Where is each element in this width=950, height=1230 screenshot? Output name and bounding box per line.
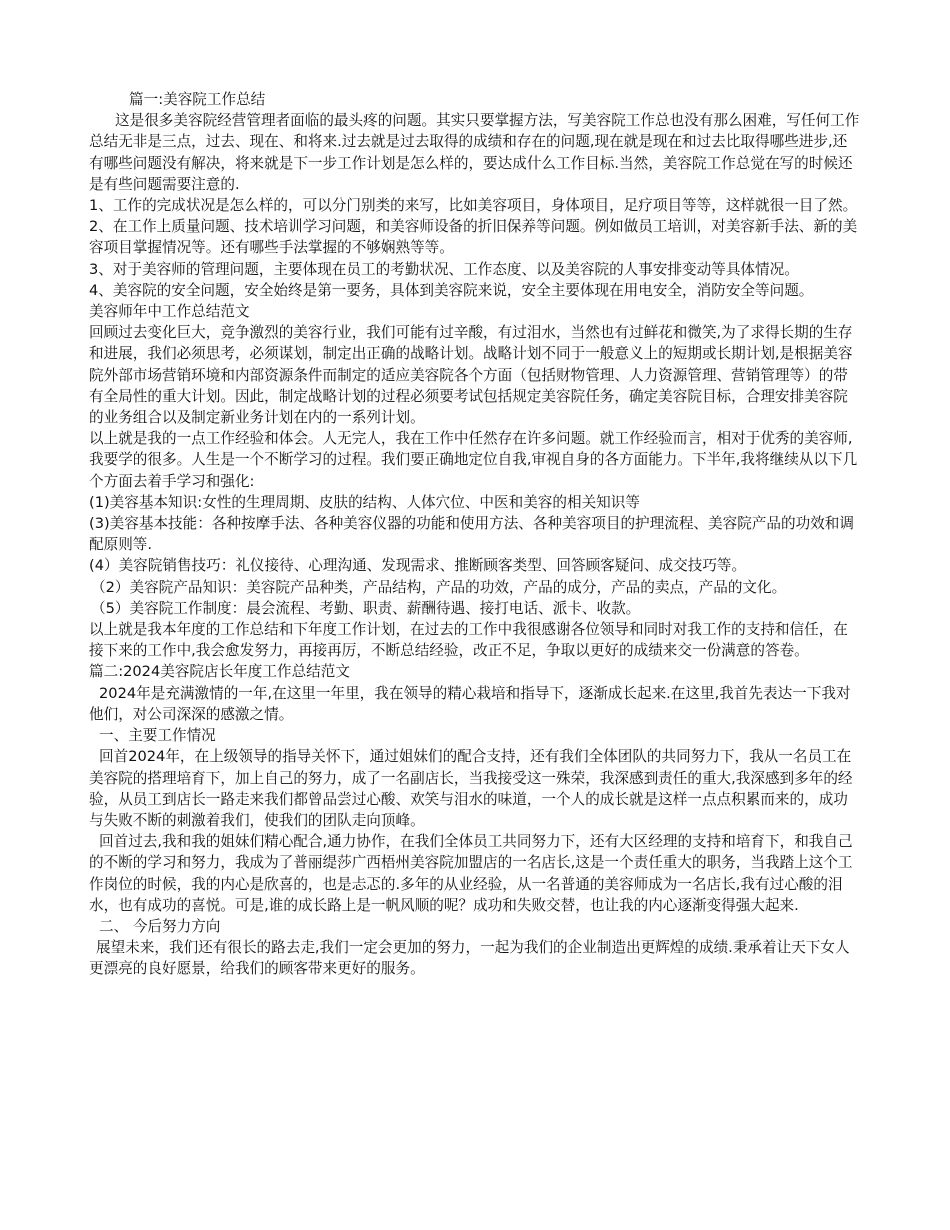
- list-item-3: 3、对于美容师的管理问题，主要体现在员工的考勤状况、工作态度、以及美容院的人事安排变动等具体情况。: [89, 260, 799, 278]
- summary-paragraph: 以上就是我本年度的工作总结和下年度工作计划，在过去的工作中我很感谢各位领导和同时对我工作的支持和信任，在接下来的工作中,我会愈发努力，再接再厉，不断总结经验，改正不足，争取以更好的成绩来交一份满意的答卷。: [89, 621, 848, 660]
- list-item-4: 4、美容院的安全问题，安全始终是第一要务，具体到美容院来说，安全主要体现在用电安全，消防安全等问题。: [89, 281, 814, 299]
- document-page: [89, 89, 861, 980]
- study-item-5: （5）美容院工作制度：晨会流程、考勤、职责、薪酬待遇、接打电话、派卡、收款。: [91, 599, 641, 617]
- study-item-3: (3)美容基本技能：各种按摩手法、各种美容仪器的功能和使用方法、各种美容项目的护理流程、美容院产品的功效和调配原则等.: [89, 515, 854, 554]
- experience-paragraph: 以上就是我的一点工作经验和体会。人无完人，我在工作中任然存在许多问题。就工作经验而言，相对于优秀的美容师,我要学的很多。人生是一个不断学习的过程。我们要正确地定位自我,审视自身的各方面能力。下半年,我将继续从以下几个方面去着手学习和强化:: [89, 430, 858, 490]
- subheading-midyear-summary: 美容师年中工作总结范文: [89, 303, 250, 321]
- review-paragraph-1: 回首2024年，在上级领导的指导关怀下，通过姐妹们的配合支持，还有我们全体团队的共同努力下，我从一名员工在美容院的搭理培育下，加上自己的努力，成了一名副店长，当我接受这一殊荣，我深感到责任的重大,我深感到多年的经验，从员工到店长一路走来我们都曾品尝过心酸、欢笑与泪水的味道，一个人的成长就是这样一点点积累而来的，成功与失败不断的刺激着我们，使我们的团队走向顶峰。: [89, 748, 853, 829]
- list-item-2: 2、在工作上质量问题、技术培训学习问题，和美容师设备的折旧保养等问题。例如做员工培训，对美容新手法、新的美容项目掌握情况等。还有哪些手法掌握的不够娴熟等等。: [89, 218, 858, 257]
- review-paragraph-2: 回首过去,我和我的姐妹们精心配合,通力协作，在我们全体员工共同努力下，还有大区经理的支持和培育下，和我自己的不断的学习和努力，我成为了普丽缇莎广西梧州美容院加盟店的一名店长,这是一个责任重大的职务，当我踏上这个工作岗位的时候，我的内心是欣喜的，也是忐忑的.多年的从业经验，从一名普通的美容师成为一名店长,我有过心酸的泪水，也有成功的喜悦。可是,谁的成长路上是一帆风顺的呢？成功和失败交替，也让我的内心逐渐变得强大起来.: [89, 833, 853, 914]
- heading-main-work: 一、主要工作情况: [99, 727, 216, 745]
- heading-future-direction: 二、 今后努力方向: [99, 917, 221, 935]
- study-item-1: (1)美容基本知识:女性的生理周期、皮肤的结构、人体穴位、中医和美容的相关知识等: [89, 493, 640, 511]
- intro-paragraph: 这是很多美容院经营管理者面临的最头疼的问题。其实只要掌握方法，写美容院工作总也没有那么困难，写任何工作总结无非是三点，过去、现在、和将来.过去就是过去取得的成绩和存在的问题,现在就是现在和过去比取得哪些进步,还有哪些问题没有解决，将来就是下一步工作计划是怎么样的，要达成什么工作目标.当然，美容院工作总觉在写的时候还是有些问题需要注意的.: [89, 112, 860, 193]
- section-title-two: 篇二:2024美容院店长年度工作总结范文: [89, 663, 350, 681]
- study-item-4: (4）美容院销售技巧：礼仪接待、心理沟通、发现需求、推断顾客类型、回答顾客疑问、成交技巧等。: [89, 557, 747, 575]
- section-title-one: 篇一:美容院工作总结: [129, 91, 266, 108]
- outlook-paragraph: 展望未来，我们还有很长的路去走,我们一定会更加的努力，一起为我们的企业制造出更辉煌的成绩.秉承着让天下女人更漂亮的良好愿景，给我们的顾客带来更好的服务。: [89, 939, 850, 978]
- list-item-1: 1、工作的完成状况是怎么样的，可以分门别类的来写，比如美容项目，身体项目，足疗项目等等，这样就很一目了然。: [89, 197, 858, 215]
- study-item-2: （2）美容院产品知识：美容院产品种类，产品结构，产品的功效，产品的成分，产品的卖点，产品的文化。: [91, 578, 787, 596]
- strategy-paragraph: 回顾过去变化巨大，竞争激烈的美容行业，我们可能有过辛酸，有过泪水，当然也有过鲜花和微笑,为了求得长期的生存和进展，我们必须思考，必须谋划，制定出正确的战略计划。战略计划不同于一般意义上的短期或长期计划,是根据美容院外部市场营销环境和内部资源条件而制定的适应美容院各个方面（包括财物管理、人力资源管理、营销管理等）的带有全局性的重大计划。因此，制定战略计划的过程必须要考试包括规定美容院任务，确定美容院目标，合理安排美容院的业务组合以及制定新业务计划在内的一系列计划。: [89, 324, 853, 427]
- year-intro-paragraph: 2024年是充满激情的一年,在这里一年里，我在领导的精心栽培和指导下，逐渐成长起来.在这里,我首先表达一下我对他们，对公司深深的感激之情。: [89, 684, 851, 723]
